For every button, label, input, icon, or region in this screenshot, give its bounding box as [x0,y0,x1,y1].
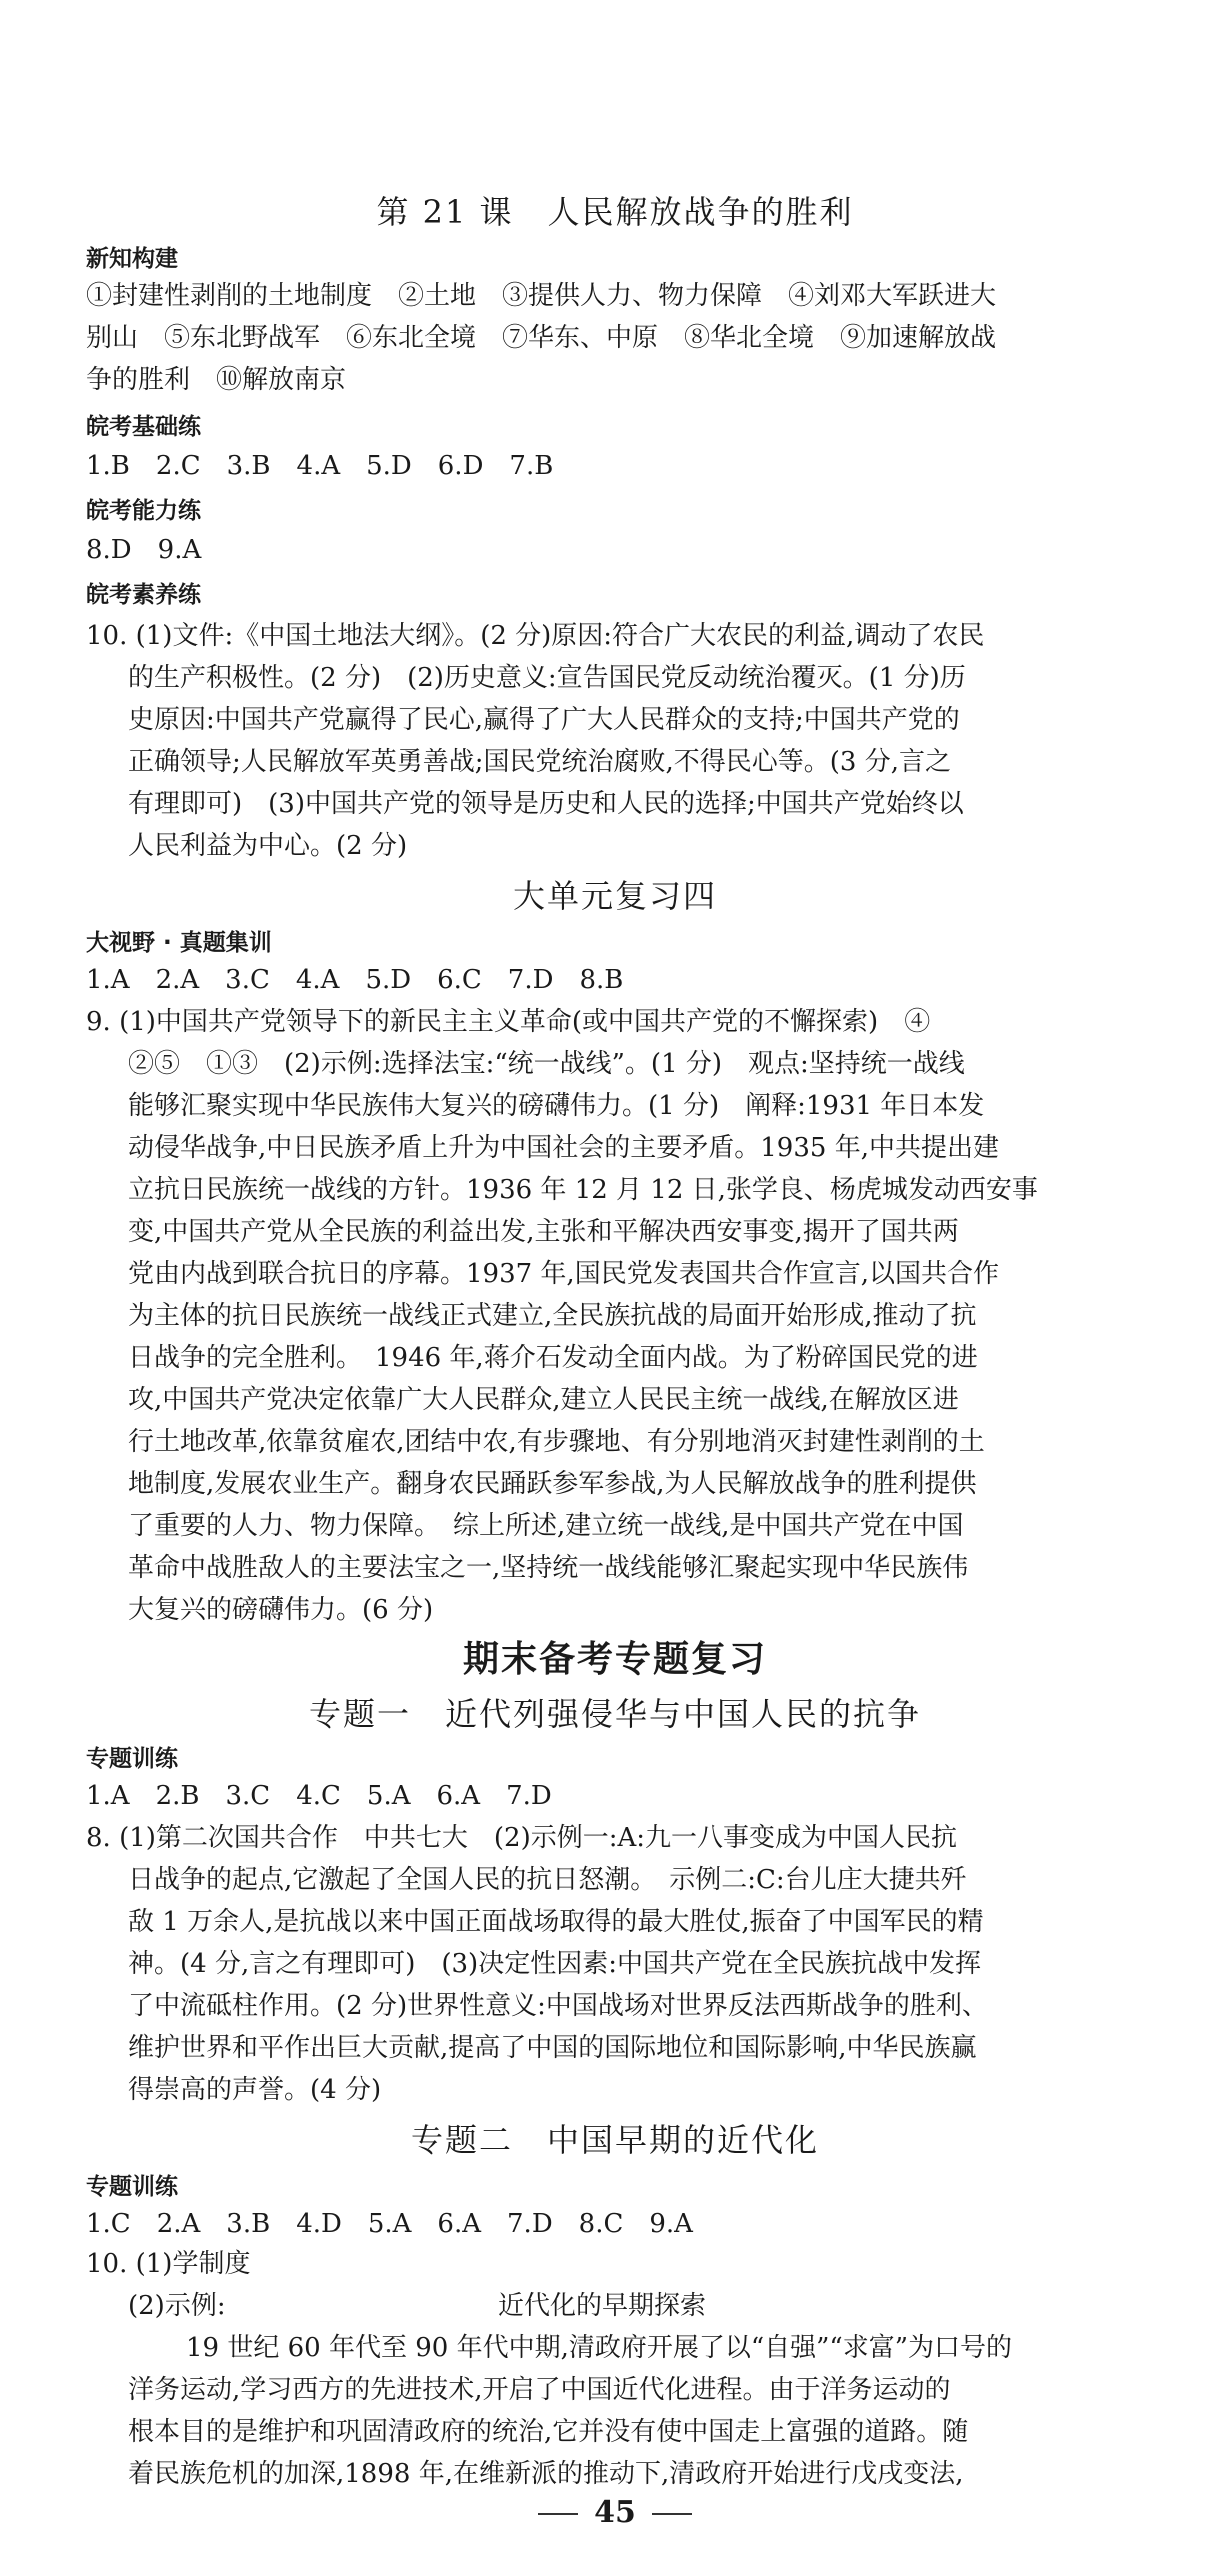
text-line: 10. (1)学制度 [86,2249,251,2279]
section-head-xzgj: 新知构建 [86,246,178,272]
text-line: 动侵华战争,中日民族矛盾上升为中国社会的主要矛盾。1935 年,中共提出建 [128,1133,999,1163]
text-line: 神。(4 分,言之有理即可) (3)决定性因素:中国共产党在全民族抗战中发挥 [128,1949,981,1979]
text-line: 维护世界和平作出巨大贡献,提高了中国的国际地位和国际影响,中华民族赢 [128,2033,977,2063]
section-head-topic2: 专题训练 [86,2174,178,2200]
text-line: 行土地改革,依靠贫雇农,团结中农,有步骤地、有分别地消灭封建性剥削的土 [128,1427,985,1457]
section-head-review: 大视野 · 真题集训 [86,930,272,956]
text-line: 为主体的抗日民族统一战线正式建立,全民族抗战的局面开始形成,推动了抗 [128,1301,977,1331]
essay-label: (2)示例: [128,2291,226,2321]
page-number-value: 45 [594,2495,636,2530]
topic1-title: 专题一 近代列强侵华与中国人民的抗争 [308,1695,921,1733]
text-line: 别山 ⑤东北野战军 ⑥东北全境 ⑦华东、中原 ⑧华北全境 ⑨加速解放战 [86,323,997,353]
text-line: 能够汇聚实现中华民族伟大复兴的磅礴伟力。(1 分) 阐释:1931 年日本发 [128,1091,985,1121]
text-line: 得崇高的声誉。(4 分) [128,2075,382,2105]
lesson-title: 第 21 课 人民解放战争的胜利 [376,193,854,231]
review-title: 大单元复习四 [512,877,717,915]
text-line: 8. (1)第二次国共合作 中共七大 (2)示例一:A:九一八事变成为中国人民抗 [86,1823,958,1853]
text-line: 正确领导;人民解放军英勇善战;国民党统治腐败,不得民心等。(3 分,言之 [128,747,951,777]
text-line: 9. (1)中国共产党领导下的新民主主义革命(或中国共产党的不懈探索) ④ [86,1007,931,1037]
text-line: 日战争的起点,它激起了全国人民的抗日怒潮。 示例二:C:台儿庄大捷共歼 [128,1865,967,1895]
text-line: 日战争的完全胜利。 1946 年,蒋介石发动全面内战。为了粉碎国民党的进 [128,1343,978,1373]
essay-line: 着民族危机的加深,1898 年,在维新派的推动下,清政府开始进行戊戌变法, [128,2459,964,2489]
section-head-jc: 皖考基础练 [86,414,201,440]
text-line: 变,中国共产党从全民族的利益出发,主张和平解决西安事变,揭开了国共两 [128,1217,959,1247]
page-number-dash-right [652,2513,692,2515]
text-line: ①封建性剥削的土地制度 ②土地 ③提供人力、物力保障 ④刘邓大军跃进大 [86,281,997,311]
essay-line: 洋务运动,学习西方的先进技术,开启了中国近代化进程。由于洋务运动的 [128,2375,951,2405]
text-line: 立抗日民族统一战线的方针。1936 年 12 月 12 日,张学良、杨虎城发动西安事 [128,1175,1038,1205]
text-line: 大复兴的磅礴伟力。(6 分) [128,1595,434,1625]
section-head-nl: 皖考能力练 [86,498,201,524]
answer-line: 1.A 2.A 3.C 4.A 5.D 6.C 7.D 8.B [86,965,624,995]
text-line: 了中流砥柱作用。(2 分)世界性意义:中国战场对世界反法西斯战争的胜利、 [128,1991,988,2021]
text-line: 地制度,发展农业生产。翻身农民踊跃参军参战,为人民解放战争的胜利提供 [128,1469,977,1499]
text-line: 争的胜利 ⑩解放南京 [86,365,347,395]
answer-line: 8.D 9.A [86,535,202,565]
topic2-title: 专题二 中国早期的近代化 [410,2121,819,2159]
page-number [0,2495,1230,2531]
answer-line: 1.A 2.B 3.C 4.C 5.A 6.A 7.D [86,1781,552,1811]
text-line: 攻,中国共产党决定依靠广大人民群众,建立人民民主统一战线,在解放区进 [128,1385,959,1415]
page-number-dash-left [538,2513,578,2515]
text-line: 有理即可) (3)中国共产党的领导是历史和人民的选择;中国共产党始终以 [128,789,964,819]
text-line: 的生产积极性。(2 分) (2)历史意义:宣告国民党反动统治覆灭。(1 分)历 [128,663,966,693]
text-line: 人民利益为中心。(2 分) [128,831,408,861]
essay-title: 近代化的早期探索 [498,2291,707,2321]
answer-line: 1.C 2.A 3.B 4.D 5.A 6.A 7.D 8.C 9.A [86,2209,693,2239]
section-head-topic1: 专题训练 [86,1746,178,1772]
text-line: 史原因:中国共产党赢得了民心,赢得了广大人民群众的支持;中国共产党的 [128,705,960,735]
essay-line: 根本目的是维护和巩固清政府的统治,它并没有使中国走上富强的道路。随 [128,2417,969,2447]
text-line: 敌 1 万余人,是抗战以来中国正面战场取得的最大胜仗,振奋了中国军民的精 [128,1907,984,1937]
text-line: 10. (1)文件:《中国土地法大纲》。(2 分)原因:符合广大农民的利益,调动了农民 [86,621,985,651]
text-line: ②⑤ ①③ (2)示例:选择法宝:“统一战线”。(1 分) 观点:坚持统一战线 [128,1049,965,1079]
final-review-title: 期末备考专题复习 [462,1639,767,1680]
answer-line: 1.B 2.C 3.B 4.A 5.D 6.D 7.B [86,451,554,481]
section-head-sy: 皖考素养练 [86,582,201,608]
text-line: 了重要的人力、物力保障。 综上所述,建立统一战线,是中国共产党在中国 [128,1511,964,1541]
text-line: 革命中战胜敌人的主要法宝之一,坚持统一战线能够汇聚起实现中华民族伟 [128,1553,969,1583]
essay-line: 19 世纪 60 年代至 90 年代中期,清政府开展了以“自强”“求富”为口号的 [186,2333,1013,2363]
text-line: 党由内战到联合抗日的序幕。1937 年,国民党发表国共合作宣言,以国共合作 [128,1259,999,1289]
